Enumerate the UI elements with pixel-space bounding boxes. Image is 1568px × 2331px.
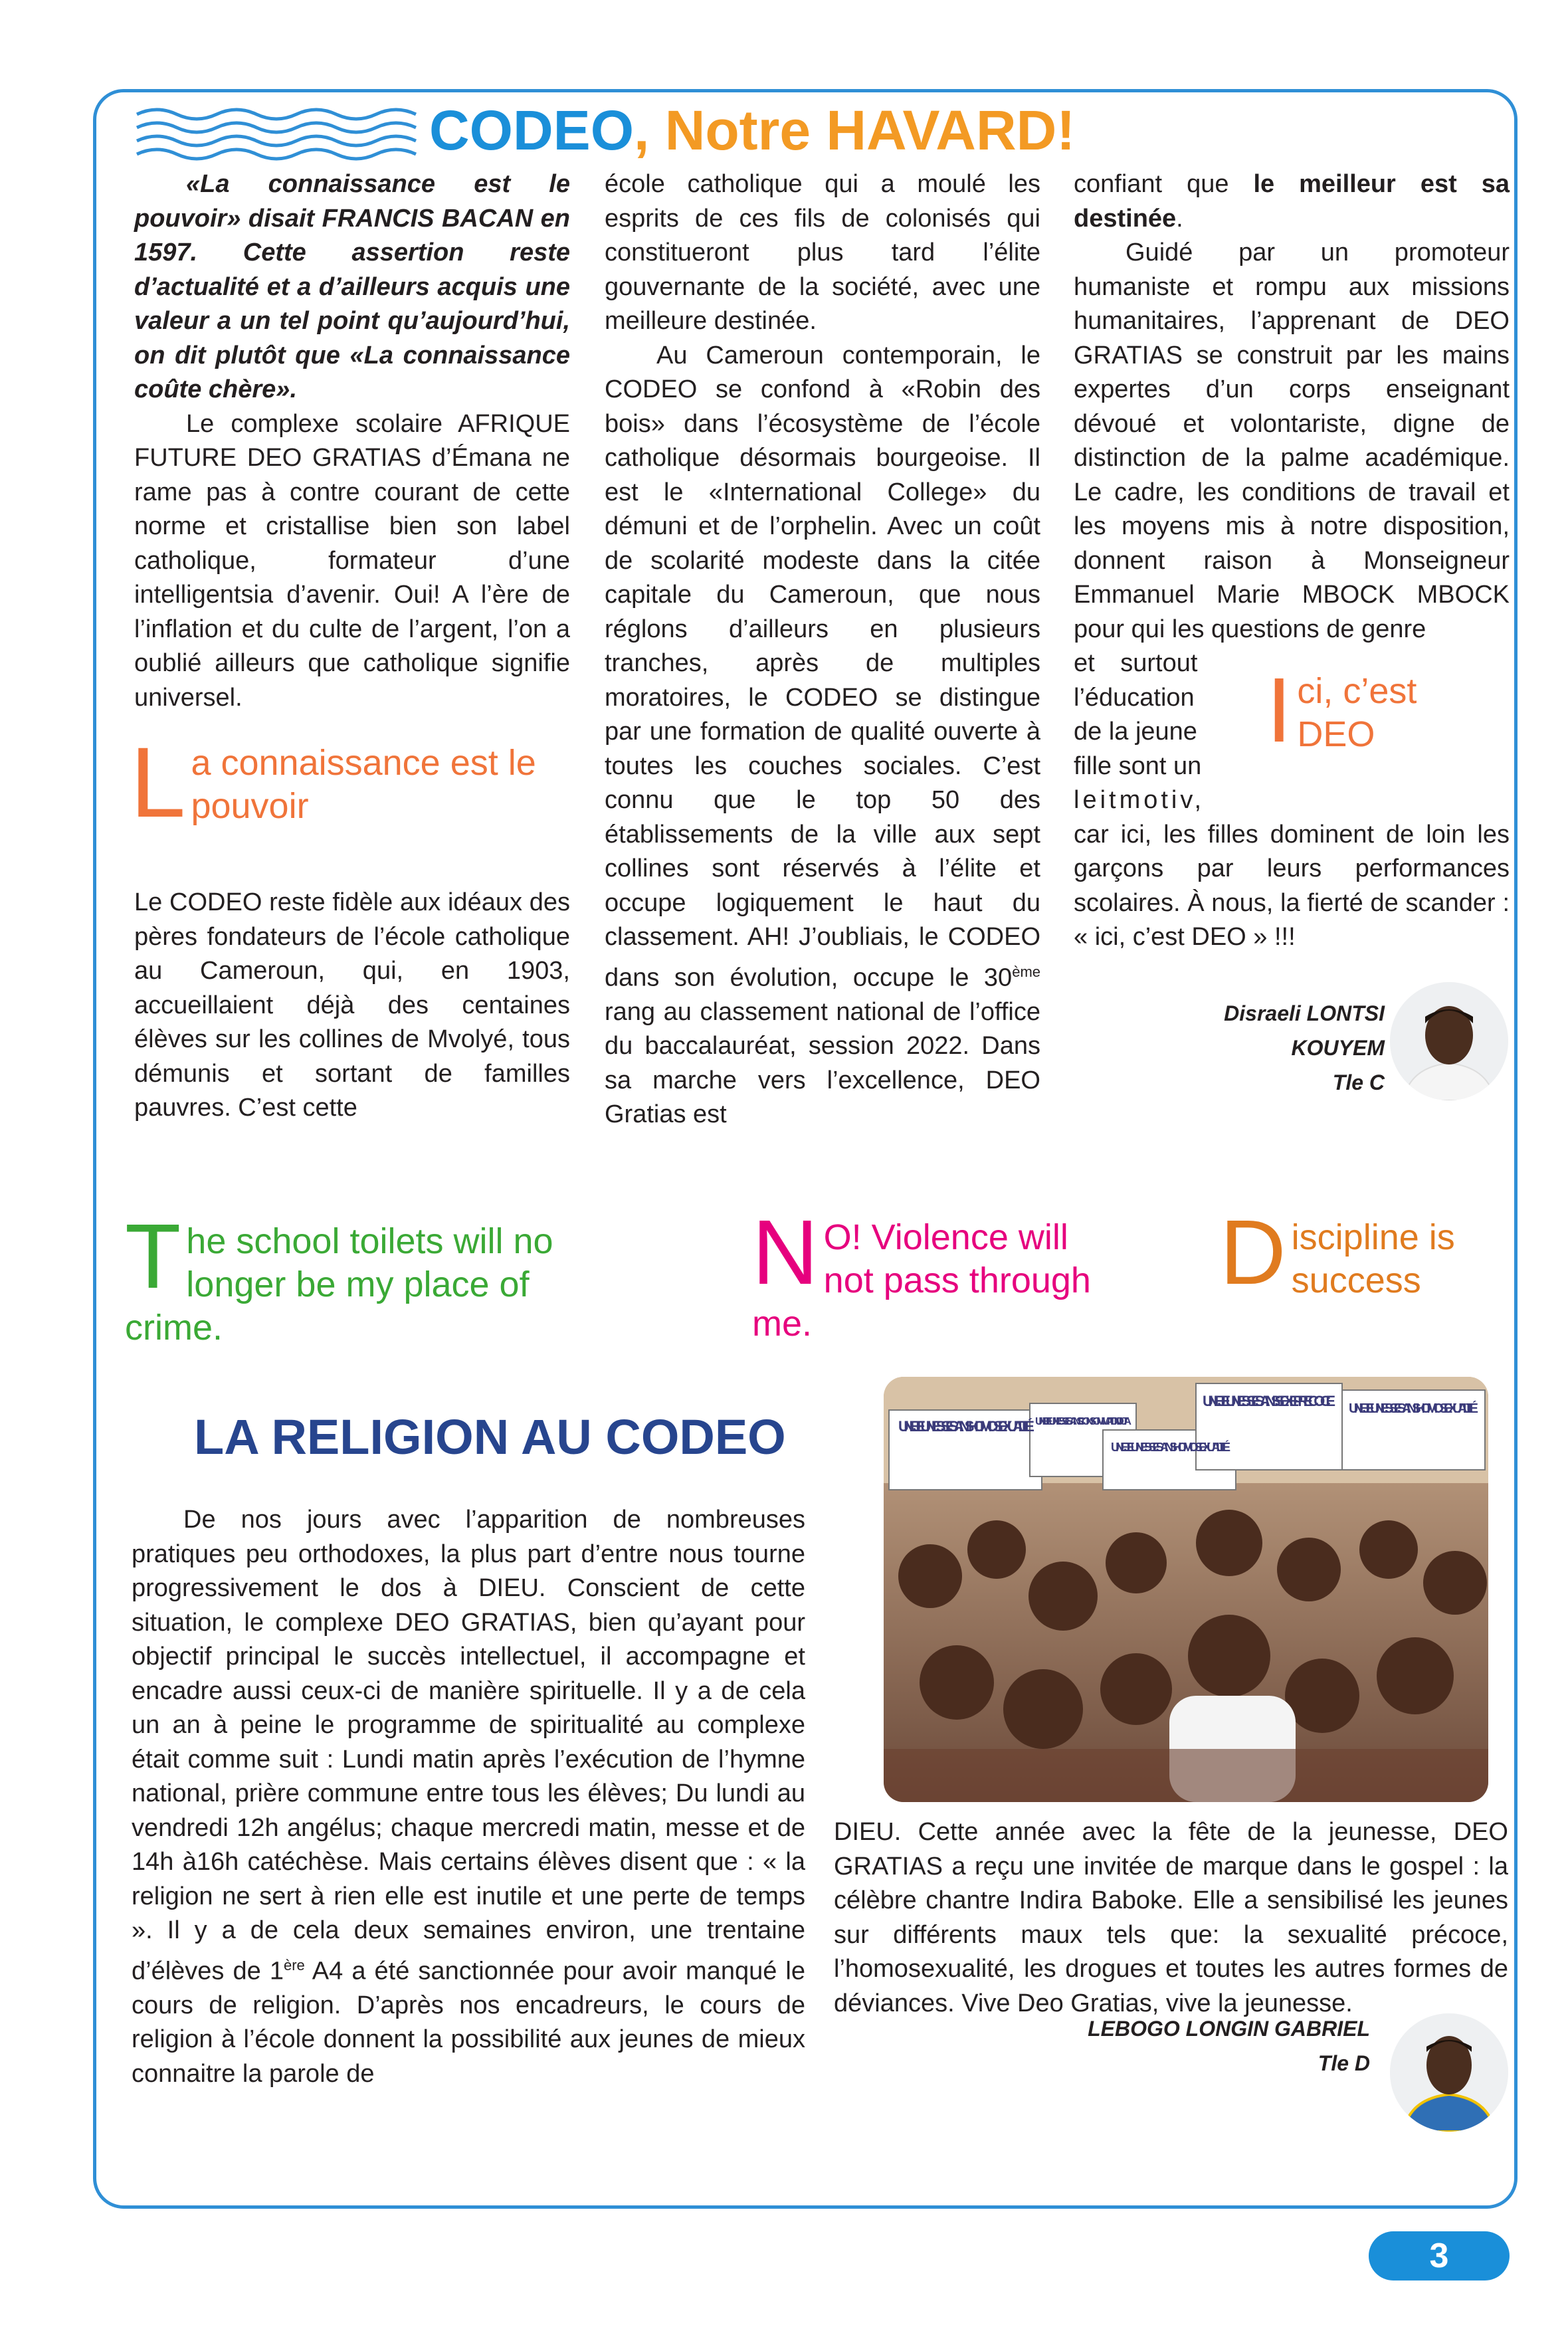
author2-byline — [983, 2012, 1370, 2081]
pullquote2-dropcap: I — [1266, 659, 1292, 761]
author2-avatar — [1390, 2013, 1508, 2132]
col3-bold: le meilleur est sa destinée — [1074, 170, 1510, 233]
crowd-photo-image — [884, 1377, 1488, 1802]
person-icon — [1390, 2013, 1508, 2132]
author-class: Tle D — [1318, 2051, 1370, 2075]
article1-col1 — [134, 167, 570, 715]
title-havard: , Notre HAVARD! — [634, 99, 1076, 161]
page-number: 3 — [1369, 2231, 1510, 2280]
class-superscript: ère — [283, 1956, 305, 1974]
col1-paragraph-history: Le CODEO reste fidèle aux idéaux des pères fondateurs de l’école catholique au Cameroun, qui, en 1903, accueillaient déjà des centaines élèves sur les collines de Mvolyé, tous démunis et sortant de familles pauvres. C’est cette — [134, 888, 570, 1122]
religion-continued: DIEU. Cette année avec la fête de la jeunesse, DEO GRATIAS a reçu une invitée de marque dans le gospel : la célèbre chantre Indira Baboke. Elle a sensibilisé les jeunes sur différents maux tels que: la sexualité précoce, l’homosexualité, les drogues et toutes les autres formes de déviances. Vive Deo Gratias, vive la jeunesse. — [834, 1818, 1508, 2017]
pullquote-knowledge — [130, 726, 582, 838]
slogan-violence — [752, 1201, 1124, 1345]
person-icon — [1390, 982, 1508, 1100]
slogan-text: O! Violence will not pass through me. — [752, 1217, 1091, 1344]
author-class: Tle C — [1332, 1070, 1385, 1094]
page-title — [429, 100, 1075, 161]
article1-col1-bottom — [134, 886, 570, 1126]
wrap-line: fille sont un — [1074, 752, 1202, 780]
rank-superscript: ème — [1012, 963, 1040, 980]
slogan-dropcap: D — [1220, 1201, 1286, 1304]
col3-paragraph-promoter: Guidé par un promoteur humaniste et rompu aux missions humanitaires, l’apprenant de DEO GRATIAS se construit par les mains expertes d’un corps enseignant dévoué et volontariste, digne de distinction de la palme académique. Le cadre, les conditions de travail et les moyens mis à notre disposition, donnent raison à Monseigneur Emmanuel Marie MBOCK MBOCK pour qui les questions de genre — [1074, 239, 1510, 643]
col2-paragraph: école catholique qui a moulé les esprits de ces fils de colonisés qui constitueront plus tard l’élite gouvernante de la société, avec une meilleure destinée. — [605, 170, 1040, 335]
protest-sign: UNE JEUNESSE SANS HOMOSEXUALITÉ — [898, 1418, 1034, 1435]
waves-icon — [130, 100, 423, 173]
article2-col1 — [132, 1503, 805, 2091]
section-title: LA RELIGION AU CODEO — [194, 1409, 786, 1465]
slogan-dropcap: T — [125, 1205, 181, 1308]
slogan-dropcap: N — [752, 1201, 819, 1304]
col2-text-a: Au Cameroun contemporain, le CODEO se confond à «Robin des bois» dans l’écosystème de l’école catholique désormais bourgeoise. Il est le «International College» du démuni et de l’orphelin. Avec un coût de scolarité modeste dans la citée capitale du Cameroun, que nous réglons d’ailleurs en plusieurs tranches, après de multiples moratoires, le CODEO se distingue par une formation de qualité ouverte à toutes les couches sociales. C’est connu que le top 50 des établissements de la ville aux sept collines sont réservés à l’élite et occupe logiquement le haut du classement. AH! J’oubliais, le CODEO dans son évolution, occupe le 30 — [605, 341, 1040, 992]
col2-text-b: rang au classement national de l’office du baccalauréat, session 2022. Dans sa marche vers l’excellence, DEO Gratias est — [605, 997, 1040, 1129]
author-name: Disraeli LONTSI — [1224, 1001, 1385, 1025]
slogan-text: iscipline is success — [1291, 1217, 1455, 1300]
col3-paragraph-girls: car ici, les filles dominent de loin les garçons par leurs performances scolaires. À nous, la fierté de scander : « ici, c’est DEO » !!! — [1074, 820, 1510, 951]
slogan-discipline — [1220, 1201, 1499, 1304]
author-name: LEBOGO LONGIN GABRIEL — [1088, 2017, 1370, 2041]
protest-sign: UNE JEUNESSE SANS CONSOMMATION DU TA — [1035, 1416, 1131, 1427]
religion-text-a: De nos jours avec l’apparition de nombreuses pratiques peu orthodoxes, la plus part d’entre nous tourne progressivement le dos à DIEU. Conscient de cette situation, le complexe DEO GRATIAS, bien qu’ayant pour objectif principal le succès intellectuel, il accompagne et encadre aussi ceux-ci de manière spirituelle. Il y a de cela un an à peine le programme de spiritualité au complexe était comme suit : Lundi matin après l’exécution de l’hymne national, prière commune entre tous les élèves; Du lundi au vendredi 12h angélus; chaque mercredi matin, messe et de 14h à16h catéchèse. Mais certains élèves disent que : « la religion ne sert à rien elle est inutile et une perte de temps ». Il y a de cela deux semaines environ, une trentaine d’élèves de 1 — [132, 1506, 805, 1985]
wrap-line: l’éducation — [1074, 683, 1195, 712]
pullquote2-text: ci, c’est DEO — [1297, 671, 1417, 754]
col1-paragraph: Le complexe scolaire AFRIQUE FUTURE DEO GRATIAS d’Émana ne rame pas à contre courant de cette norme et cristallise bien son label catholique, formateur d’une intelligentsia d’avenir. Oui! A l’ère de l’inflation et du culte de l’argent, l’on a oublié ailleurs que catholique signifie universel. — [134, 409, 570, 712]
article1-col3 — [1074, 167, 1510, 955]
wrap-line: et surtout — [1074, 649, 1198, 677]
col3-paragraph-confiant — [1074, 167, 1510, 236]
col3-text-a: confiant que — [1074, 170, 1254, 198]
opening-quote: «La connaissance est le pouvoir» disait FRANCIS BACAN en 1597. Cette assertion reste d’actualité et a d’ailleurs acquis une valeur a un tel point qu’aujourd’hui, on dit plutôt que «La connaissance coûte chère». — [134, 170, 570, 403]
protest-sign: UNE JEUNESSE SANS HOMOSEXUALITÉ — [1349, 1401, 1478, 1416]
protest-sign: UNE JEUNESSE SANS SEXE PRECOCE — [1203, 1393, 1335, 1409]
religion-text-b: A4 a été sanctionnée pour avoir manqué le cours de religion. D’après nos encadreurs, le cours de religion à l’école donnent la possibilité aux jeunes de mieux connaitre la parole de — [132, 1957, 806, 2088]
author-avatar — [1390, 982, 1508, 1100]
protest-sign: UNE JEUNESSE SANS HOMOSEXUALITÉ — [1111, 1441, 1230, 1454]
pullquote-text: a connaissance est le pouvoir — [191, 743, 536, 826]
title-codeo: CODEO — [429, 99, 635, 161]
slogan-toilets — [125, 1205, 603, 1349]
wrap-line: leitmotiv, — [1074, 786, 1205, 814]
author-name: KOUYEM — [1291, 1035, 1385, 1060]
youth-rally-photo — [884, 1377, 1488, 1802]
author-byline — [1129, 997, 1385, 1100]
article1-col2 — [605, 167, 1040, 1132]
col2-paragraph-cameroon — [605, 339, 1040, 1132]
article2-col2 — [834, 1815, 1508, 2021]
wrap-line: de la jeune — [1074, 718, 1197, 746]
pullquote-deo — [1266, 659, 1486, 761]
slogan-text: he school toilets will no longer be my place of crime. — [125, 1221, 553, 1348]
pullquote-dropcap: L — [130, 726, 186, 838]
religion-paragraph — [132, 1503, 805, 2091]
col3-text-b: . — [1176, 204, 1183, 233]
